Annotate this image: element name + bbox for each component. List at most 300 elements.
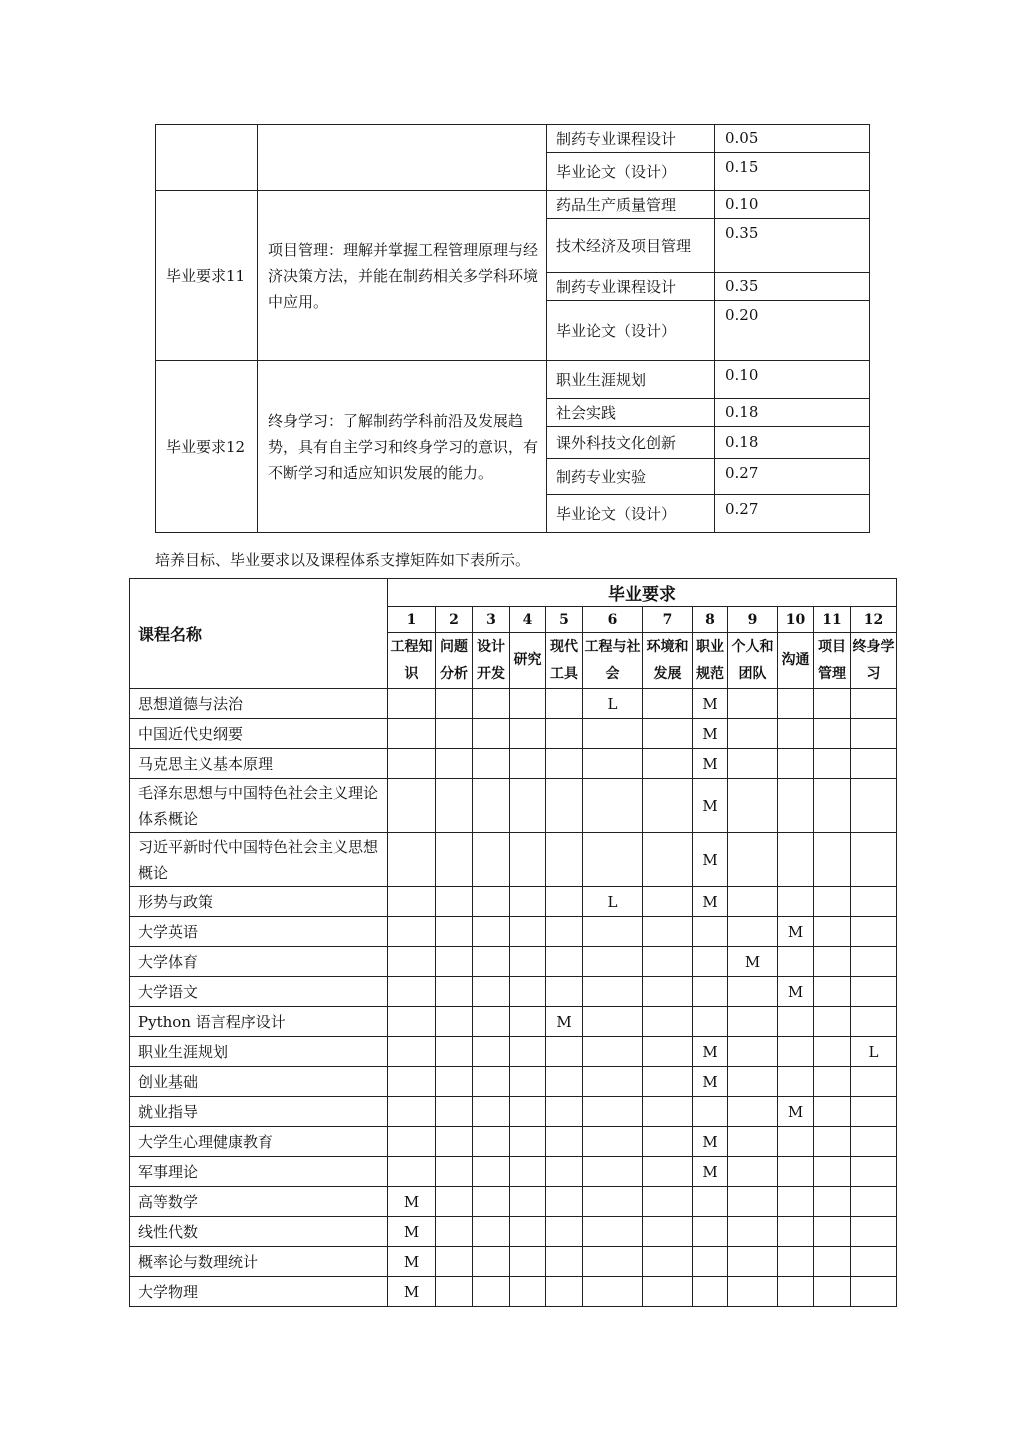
matrix-cell [728, 689, 778, 719]
matrix-cell [510, 1277, 546, 1307]
matrix-cell [728, 779, 778, 833]
matrix-cell [851, 1277, 897, 1307]
matrix-cell [851, 1007, 897, 1037]
matrix-cell [814, 1097, 851, 1127]
matrix-cell [851, 779, 897, 833]
matrix-cell [473, 1187, 510, 1217]
matrix-cell [546, 977, 583, 1007]
weight-cell: 0.10 [715, 361, 870, 399]
matrix-cell [546, 779, 583, 833]
desc-cell-empty [258, 125, 547, 191]
matrix-cell [643, 833, 693, 887]
matrix-cell: M [693, 1127, 728, 1157]
table-row [130, 947, 897, 977]
matrix-cell [546, 1037, 583, 1067]
table-row [130, 1097, 897, 1127]
table-row [130, 1247, 897, 1277]
matrix-cell [583, 1187, 643, 1217]
matrix-cell [510, 887, 546, 917]
matrix-cell [643, 1277, 693, 1307]
matrix-cell [510, 917, 546, 947]
matrix-cell [388, 719, 436, 749]
matrix-cell [510, 1097, 546, 1127]
requirement-number: 12 [851, 607, 897, 633]
requirement-number: 9 [728, 607, 778, 633]
requirement-label: 现代工具 [546, 633, 583, 689]
table-row [130, 1067, 897, 1097]
weight-cell: 0.10 [715, 191, 870, 219]
matrix-cell [778, 1007, 814, 1037]
weight-cell: 0.15 [715, 153, 870, 191]
matrix-cell [778, 749, 814, 779]
matrix-cell [643, 1067, 693, 1097]
matrix-cell [583, 779, 643, 833]
matrix-cell: L [583, 689, 643, 719]
requirement-number: 2 [436, 607, 473, 633]
course-cell: 课外科技文化创新 [547, 427, 715, 459]
matrix-cell: M [693, 749, 728, 779]
matrix-cell [388, 1037, 436, 1067]
course-cell: 制药专业课程设计 [547, 273, 715, 301]
matrix-cell [436, 1187, 473, 1217]
requirement-number: 5 [546, 607, 583, 633]
matrix-cell [436, 749, 473, 779]
matrix-cell [643, 1247, 693, 1277]
requirement-number: 7 [643, 607, 693, 633]
matrix-cell [583, 1097, 643, 1127]
matrix-cell: M [388, 1217, 436, 1247]
matrix-cell [388, 1127, 436, 1157]
matrix-cell [643, 689, 693, 719]
course-name: 高等数学 [130, 1187, 388, 1217]
table-row [130, 1007, 897, 1037]
matrix-cell [546, 1187, 583, 1217]
matrix-cell [510, 1007, 546, 1037]
matrix-cell [583, 1067, 643, 1097]
matrix-cell [814, 749, 851, 779]
matrix-cell [728, 833, 778, 887]
matrix-cell [643, 1217, 693, 1247]
matrix-cell [728, 1187, 778, 1217]
matrix-cell [778, 1037, 814, 1067]
matrix-cell [510, 1157, 546, 1187]
matrix-cell [473, 1097, 510, 1127]
requirement-label: 问题分析 [436, 633, 473, 689]
matrix-cell [778, 689, 814, 719]
table-row [130, 1127, 897, 1157]
requirement-label: 设计开发 [473, 633, 510, 689]
matrix-cell [436, 1007, 473, 1037]
matrix-cell [814, 1157, 851, 1187]
matrix-cell [473, 833, 510, 887]
matrix-cell [851, 917, 897, 947]
course-name: 大学体育 [130, 947, 388, 977]
requirement-label: 工程与社会 [583, 633, 643, 689]
requirement-label: 沟通 [778, 633, 814, 689]
matrix-cell [728, 1247, 778, 1277]
requirement-description: 终身学习：了解制药学科前沿及发展趋势，具有自主学习和终身学习的意识，有不断学习和适应知识发展的能力。 [258, 361, 547, 533]
support-matrix-table [129, 578, 897, 1307]
matrix-cell [436, 1157, 473, 1187]
matrix-cell: M [388, 1277, 436, 1307]
matrix-cell [583, 977, 643, 1007]
matrix-cell [851, 887, 897, 917]
course-name: 大学生心理健康教育 [130, 1127, 388, 1157]
matrix-cell [814, 1247, 851, 1277]
requirement-number: 1 [388, 607, 436, 633]
requirement-number: 11 [814, 607, 851, 633]
matrix-cell [643, 1097, 693, 1127]
table-row [130, 977, 897, 1007]
matrix-cell [436, 947, 473, 977]
matrix-cell: M [693, 833, 728, 887]
table-row [130, 719, 897, 749]
matrix-cell [851, 719, 897, 749]
matrix-cell [388, 749, 436, 779]
matrix-cell [473, 689, 510, 719]
matrix-cell: M [778, 977, 814, 1007]
matrix-cell [473, 719, 510, 749]
requirement-header: 毕业要求 [388, 579, 897, 607]
matrix-cell [693, 977, 728, 1007]
weight-cell: 0.35 [715, 219, 870, 273]
matrix-cell [436, 1067, 473, 1097]
matrix-cell [693, 947, 728, 977]
table-row [130, 1157, 897, 1187]
matrix-cell [436, 1247, 473, 1277]
matrix-cell [546, 1217, 583, 1247]
matrix-cell [388, 1067, 436, 1097]
matrix-cell [814, 1007, 851, 1037]
matrix-cell [728, 1157, 778, 1187]
matrix-cell [851, 1247, 897, 1277]
matrix-cell [693, 1247, 728, 1277]
course-cell: 毕业论文（设计） [547, 301, 715, 361]
matrix-cell [643, 1127, 693, 1157]
matrix-cell [473, 887, 510, 917]
matrix-cell [546, 749, 583, 779]
matrix-cell [436, 1037, 473, 1067]
matrix-cell [510, 689, 546, 719]
requirement-number: 10 [778, 607, 814, 633]
table-row [130, 917, 897, 947]
matrix-cell [546, 1247, 583, 1277]
matrix-cell [436, 779, 473, 833]
matrix-cell [473, 917, 510, 947]
course-name: 毛泽东思想与中国特色社会主义理论体系概论 [130, 779, 388, 833]
course-cell: 药品生产质量管理 [547, 191, 715, 219]
matrix-cell [851, 1157, 897, 1187]
table-row [130, 779, 897, 833]
matrix-cell [728, 887, 778, 917]
matrix-cell: M [693, 887, 728, 917]
matrix-cell [728, 1067, 778, 1097]
course-name: 创业基础 [130, 1067, 388, 1097]
matrix-cell: M [546, 1007, 583, 1037]
matrix-cell [643, 1157, 693, 1187]
matrix-cell [693, 1277, 728, 1307]
matrix-cell [510, 1067, 546, 1097]
matrix-cell [851, 689, 897, 719]
matrix-cell [583, 1247, 643, 1277]
matrix-cell [814, 887, 851, 917]
matrix-cell [851, 947, 897, 977]
requirement-label: 项目管理 [814, 633, 851, 689]
course-name: 形势与政策 [130, 887, 388, 917]
requirement-label: 职业规范 [693, 633, 728, 689]
matrix-cell: L [583, 887, 643, 917]
matrix-cell [693, 917, 728, 947]
course-cell: 技术经济及项目管理 [547, 219, 715, 273]
matrix-cell [778, 1127, 814, 1157]
course-cell: 毕业论文（设计） [547, 495, 715, 533]
matrix-cell [388, 1007, 436, 1037]
matrix-cell [851, 833, 897, 887]
course-name: 就业指导 [130, 1097, 388, 1127]
weight-cell: 0.20 [715, 301, 870, 361]
course-cell: 制药专业课程设计 [547, 125, 715, 153]
matrix-cell [778, 719, 814, 749]
matrix-cell [473, 1127, 510, 1157]
matrix-cell [778, 1277, 814, 1307]
course-name: 习近平新时代中国特色社会主义思想概论 [130, 833, 388, 887]
matrix-cell [510, 749, 546, 779]
matrix-cell [546, 1277, 583, 1307]
course-cell: 社会实践 [547, 399, 715, 427]
matrix-cell [436, 977, 473, 1007]
matrix-cell [473, 1247, 510, 1277]
matrix-cell [546, 1127, 583, 1157]
matrix-cell [814, 947, 851, 977]
matrix-cell [473, 1217, 510, 1247]
matrix-cell [473, 977, 510, 1007]
matrix-cell [510, 1217, 546, 1247]
course-name: 思想道德与法治 [130, 689, 388, 719]
matrix-cell [728, 1007, 778, 1037]
requirement-label: 终身学习 [851, 633, 897, 689]
table-row [130, 1277, 897, 1307]
matrix-cell [814, 719, 851, 749]
matrix-cell: M [778, 1097, 814, 1127]
matrix-cell [814, 917, 851, 947]
matrix-cell [388, 1157, 436, 1187]
matrix-cell [778, 887, 814, 917]
matrix-cell [728, 977, 778, 1007]
matrix-cell [728, 719, 778, 749]
requirement-weight-table [155, 124, 870, 533]
matrix-cell [814, 833, 851, 887]
matrix-cell [693, 1187, 728, 1217]
weight-cell: 0.27 [715, 459, 870, 495]
course-name: 大学语文 [130, 977, 388, 1007]
table-row [130, 1037, 897, 1067]
matrix-cell [728, 1127, 778, 1157]
requirement-label: 个人和团队 [728, 633, 778, 689]
matrix-cell [473, 1277, 510, 1307]
course-name: 大学物理 [130, 1277, 388, 1307]
matrix-cell [778, 1247, 814, 1277]
matrix-cell [851, 977, 897, 1007]
weight-cell: 0.27 [715, 495, 870, 533]
requirement-number: 8 [693, 607, 728, 633]
matrix-cell [388, 947, 436, 977]
matrix-cell [546, 689, 583, 719]
req-cell-empty [156, 125, 258, 191]
matrix-cell: M [693, 779, 728, 833]
matrix-cell [583, 1037, 643, 1067]
course-cell: 毕业论文（设计） [547, 153, 715, 191]
matrix-cell [643, 1037, 693, 1067]
matrix-cell [436, 917, 473, 947]
matrix-cell [510, 833, 546, 887]
requirement-number: 3 [473, 607, 510, 633]
matrix-cell: M [778, 917, 814, 947]
table-row [130, 1187, 897, 1217]
matrix-cell [510, 977, 546, 1007]
matrix-cell [643, 887, 693, 917]
matrix-cell [851, 1217, 897, 1247]
matrix-cell [851, 749, 897, 779]
matrix-cell [388, 833, 436, 887]
matrix-cell [510, 719, 546, 749]
matrix-cell [643, 977, 693, 1007]
matrix-cell [546, 1157, 583, 1187]
matrix-cell [851, 1187, 897, 1217]
course-name: 大学英语 [130, 917, 388, 947]
table-row [130, 689, 897, 719]
matrix-cell [546, 1067, 583, 1097]
requirement-description: 项目管理：理解并掌握工程管理原理与经济决策方法，并能在制药相关多学科环境中应用。 [258, 191, 547, 361]
matrix-cell [814, 689, 851, 719]
course-name: 中国近代史纲要 [130, 719, 388, 749]
matrix-cell [583, 1007, 643, 1037]
matrix-cell [728, 749, 778, 779]
table-row [130, 887, 897, 917]
matrix-cell [388, 977, 436, 1007]
matrix-cell [583, 1217, 643, 1247]
matrix-cell [851, 1067, 897, 1097]
matrix-cell [728, 1277, 778, 1307]
matrix-cell [388, 917, 436, 947]
matrix-cell [778, 1157, 814, 1187]
matrix-cell [473, 1157, 510, 1187]
matrix-cell: M [693, 689, 728, 719]
matrix-cell [643, 947, 693, 977]
course-name: 概率论与数理统计 [130, 1247, 388, 1277]
matrix-cell [510, 1247, 546, 1277]
matrix-cell [546, 719, 583, 749]
matrix-cell [643, 749, 693, 779]
matrix-cell [388, 1097, 436, 1127]
matrix-cell [388, 779, 436, 833]
requirement-number: 6 [583, 607, 643, 633]
matrix-cell [814, 1127, 851, 1157]
weight-cell: 0.05 [715, 125, 870, 153]
matrix-cell [546, 917, 583, 947]
matrix-cell [583, 947, 643, 977]
matrix-cell: M [693, 719, 728, 749]
matrix-cell [510, 1187, 546, 1217]
matrix-cell [814, 977, 851, 1007]
matrix-cell [778, 1067, 814, 1097]
matrix-cell [436, 1277, 473, 1307]
course-name-header: 课程名称 [130, 579, 388, 689]
course-name: 军事理论 [130, 1157, 388, 1187]
matrix-cell [643, 719, 693, 749]
requirement-label: 毕业要求12 [156, 361, 258, 533]
matrix-cell: M [693, 1037, 728, 1067]
table-row [130, 749, 897, 779]
course-cell: 制药专业实验 [547, 459, 715, 495]
requirement-label: 工程知识 [388, 633, 436, 689]
matrix-cell [778, 947, 814, 977]
matrix-cell [388, 887, 436, 917]
matrix-cell [583, 719, 643, 749]
matrix-cell [583, 1127, 643, 1157]
matrix-cell: L [851, 1037, 897, 1067]
matrix-cell: M [693, 1157, 728, 1187]
matrix-cell [778, 779, 814, 833]
matrix-cell [814, 1037, 851, 1067]
matrix-cell [510, 1127, 546, 1157]
table-row [130, 833, 897, 887]
matrix-cell [814, 1277, 851, 1307]
course-name: Python 语言程序设计 [130, 1007, 388, 1037]
matrix-cell [473, 1007, 510, 1037]
matrix-cell [851, 1097, 897, 1127]
matrix-cell [583, 749, 643, 779]
matrix-cell [778, 1187, 814, 1217]
course-name: 马克思主义基本原理 [130, 749, 388, 779]
matrix-cell [436, 1097, 473, 1127]
matrix-cell [510, 779, 546, 833]
matrix-cell [436, 1217, 473, 1247]
matrix-cell [510, 1037, 546, 1067]
matrix-cell [778, 833, 814, 887]
matrix-cell: M [693, 1067, 728, 1097]
matrix-cell [693, 1217, 728, 1247]
matrix-cell [693, 1097, 728, 1127]
matrix-cell [583, 1157, 643, 1187]
weight-cell: 0.18 [715, 399, 870, 427]
requirement-label: 研究 [510, 633, 546, 689]
matrix-cell [728, 1097, 778, 1127]
matrix-cell [388, 689, 436, 719]
matrix-cell [510, 947, 546, 977]
weight-cell: 0.35 [715, 273, 870, 301]
matrix-cell [546, 947, 583, 977]
matrix-cell [436, 689, 473, 719]
course-name: 职业生涯规划 [130, 1037, 388, 1067]
matrix-cell [643, 1187, 693, 1217]
matrix-cell [546, 1097, 583, 1127]
weight-cell: 0.18 [715, 427, 870, 459]
matrix-cell: M [388, 1187, 436, 1217]
matrix-cell [436, 887, 473, 917]
matrix-caption: 培养目标、毕业要求以及课程体系支撑矩阵如下表所示。 [155, 551, 531, 569]
matrix-cell [583, 917, 643, 947]
matrix-cell [473, 1067, 510, 1097]
matrix-cell [643, 779, 693, 833]
matrix-cell [546, 887, 583, 917]
matrix-cell [851, 1127, 897, 1157]
matrix-cell [473, 779, 510, 833]
matrix-cell [473, 1037, 510, 1067]
matrix-cell [728, 1037, 778, 1067]
matrix-cell [728, 917, 778, 947]
matrix-cell [436, 719, 473, 749]
matrix-cell [643, 1007, 693, 1037]
